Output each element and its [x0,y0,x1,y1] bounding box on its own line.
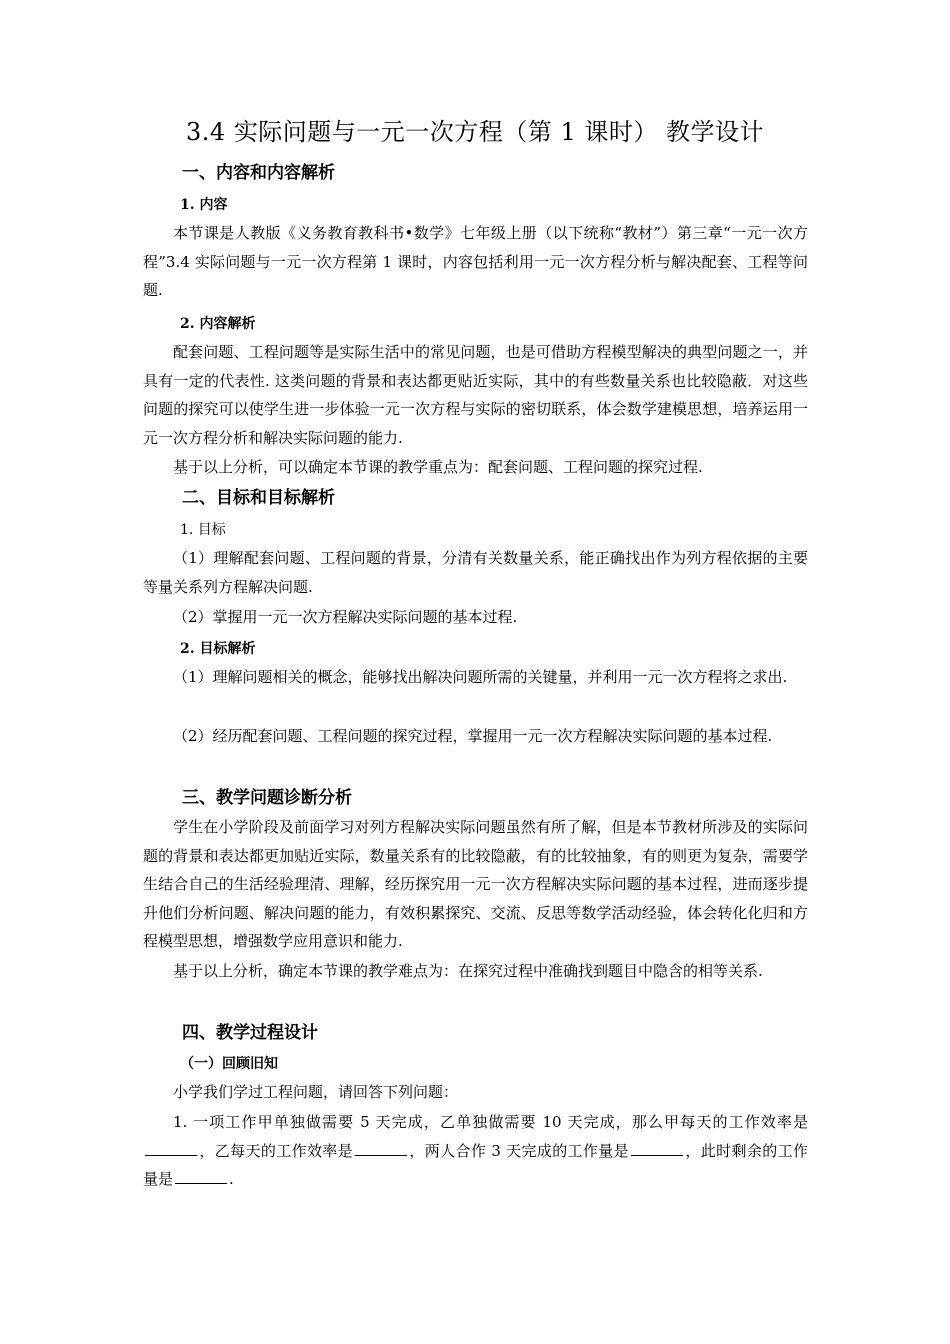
question-1-part3: ，两人合作 3 天完成的工作量是 [409,1141,630,1160]
subheading-goals: 1. 目标 [180,522,226,538]
answer-blank[interactable] [175,1171,227,1184]
paragraph-goal-analysis-1: （1）理解问题相关的概念，能够找出解决问题所需的关键量，并利用一元一次方程将之求出. [173,668,788,686]
paragraph-content: 本节课是人教版《义务教育教科书•数学》七年级上册（以下统称“教材”）第三章“一元一次方程”3.4 实际问题与一元一次方程第 1 课时，内容包括利用一元一次方程分析与解决配套、工程等问题. [143,224,808,300]
subheading-goal-analysis: 2. 目标解析 [180,641,256,657]
answer-blank[interactable] [145,1143,197,1156]
paragraph-content-analysis: 配套问题、工程问题等是实际生活中的常见问题，也是可借助方程模型解决的典型问题之一，并具有一定的代表性. 这类问题的背景和表达都更贴近实际，其中的有些数量关系也比较隐蔽．对这些问题的探究可以使学生进一步体验一元一次方程与实际的密切联系，体会数学建模思想，培养运用一元一次方程分析和解决实际问题的能力. [143,343,808,447]
document-title: 3.4 实际问题与一元一次方程（第 1 课时） 教学设计 [186,118,764,146]
paragraph-goal-analysis-2: （2）经历配套问题、工程问题的探究过程，掌握用一元一次方程解决实际问题的基本过程. [173,727,773,745]
answer-blank[interactable] [631,1143,683,1156]
question-1-part2: ，乙每天的工作效率是 [199,1141,354,1160]
question-1-end: . [229,1170,234,1189]
answer-blank[interactable] [355,1143,407,1156]
section-heading-process: 四、教学过程设计 [182,1023,318,1043]
question-1 [143,1108,808,1194]
paragraph-goal-1: （1）理解配套问题、工程问题的背景，分清有关数量关系，能正确找出作为列方程依据的主要等量关系列方程解决问题. [143,549,808,596]
section-heading-goals: 二、目标和目标解析 [182,488,335,508]
question-1-part4: ，此时剩余的工作量是 [143,1141,808,1189]
paragraph-review-intro: 小学我们学过工程问题，请回答下列问题： [173,1083,459,1101]
section-heading-diagnosis: 三、教学问题诊断分析 [182,788,352,808]
question-1-part1: 1. 一项工作甲单独做需要 5 天完成，乙单独做需要 10 天完成，那么甲每天的工作效率是 [173,1113,808,1131]
paragraph-goal-2: （2）掌握用一元一次方程解决实际问题的基本过程. [173,608,518,626]
subheading-content-analysis: 2. 内容解析 [180,316,256,332]
subheading-content: 1. 内容 [180,197,228,213]
section-heading-content: 一、内容和内容解析 [182,163,335,183]
paragraph-key-point: 基于以上分析，可以确定本节课的教学重点为：配套问题、工程问题的探究过程. [173,458,703,476]
subheading-review: （一）回顾旧知 [180,1056,278,1072]
paragraph-difficulty: 基于以上分析，确定本节课的教学难点为：在探究过程中准确找到题目中隐含的相等关系. [173,962,763,980]
paragraph-diagnosis: 学生在小学阶段及前面学习对列方程解决实际问题虽然有所了解，但是本节教材所涉及的实际问题的背景和表达都更加贴近实际，数量关系有的比较隐蔽，有的比较抽象，有的则更为复杂，需要学生结合自己的生活经验理清、理解，经历探究用一元一次方程解决实际问题的基本过程，进而逐步提升他们分析问题、解决问题的能力，有效积累探究、交流、反思等数学活动经验，体会转化化归和方程模型思想，增强数学应用意识和能力. [143,818,808,951]
